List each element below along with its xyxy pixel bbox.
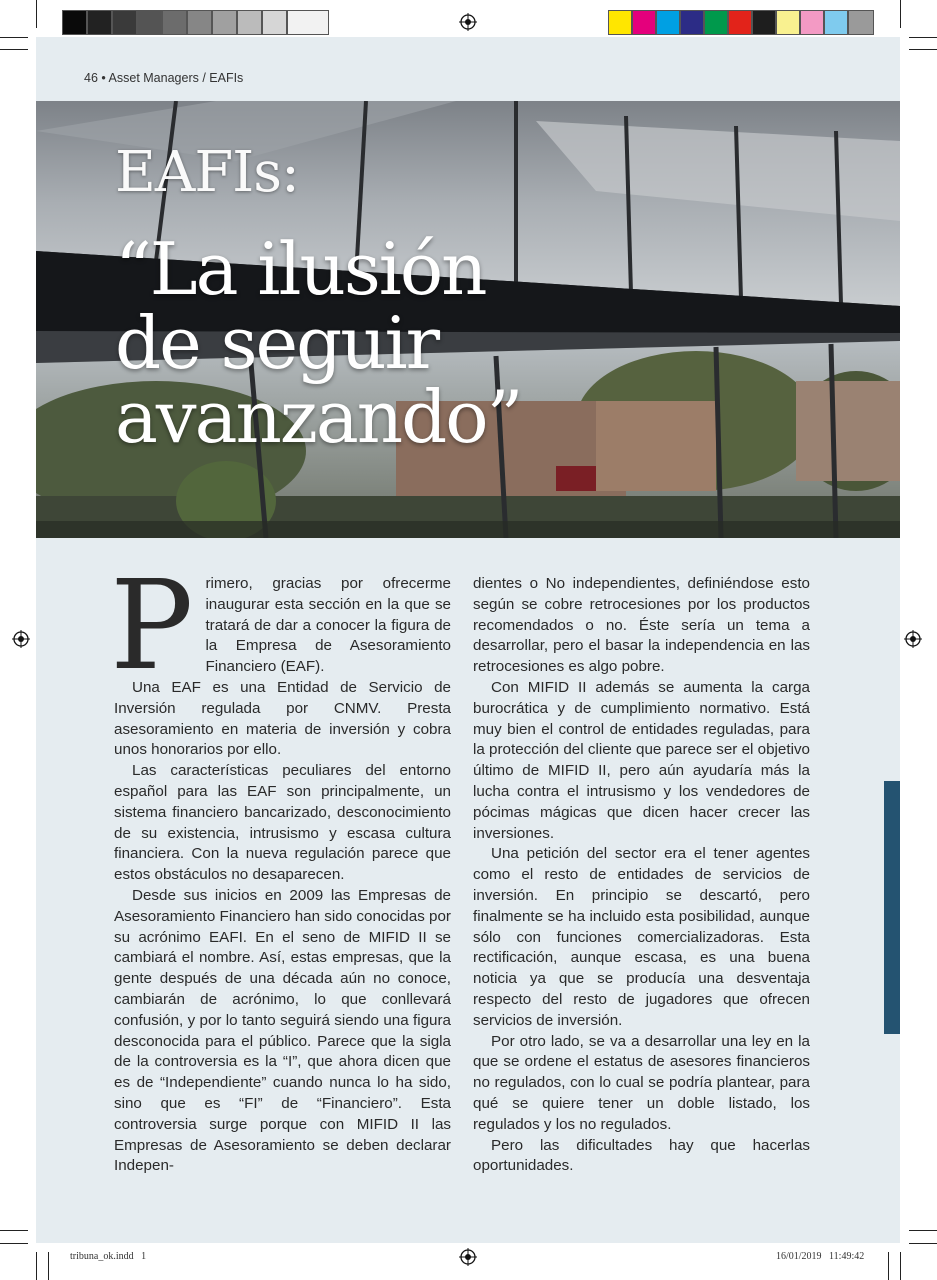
drop-cap: P <box>110 554 194 698</box>
color-swatch <box>728 10 752 35</box>
crop-mark <box>909 1243 937 1244</box>
registration-mark-icon <box>904 630 922 648</box>
color-swatch <box>656 10 680 35</box>
gray-swatch <box>187 10 212 35</box>
paragraph: Las características peculiares del entorno español para las EAF son principalmente, un sistema financiero bancarizado, desconocimiento de su existencia, intrusismo y escasa cultura financiera. Con la nueva regulación parece que estos obstáculos no desaparecen. <box>114 762 451 884</box>
gray-swatch <box>212 10 237 35</box>
headline-line: “La ilusión <box>115 227 486 311</box>
paragraph: dientes o No independientes, definiéndose esto según se cobre retrocesiones por los productos recomendados o no. Éste sería un tema a desarrollar, pero el basar la independencia en las retrocesiones es algo pobre. <box>473 575 810 676</box>
paragraph: Pero las dificultades hay que hacerlas oportunidades. <box>473 1136 810 1175</box>
gray-swatch <box>262 10 287 35</box>
gray-swatch <box>112 10 137 35</box>
crop-mark <box>909 49 937 50</box>
crop-mark <box>0 37 28 38</box>
article-kicker: EAFIs: <box>115 140 299 205</box>
registration-mark-icon <box>12 630 30 648</box>
paragraph: Con MIFID II además se aumenta la carga burocrática y de cumplimiento normativo. Está muy bien el control de entidades reguladas, para la protección del cliente que parece ser el objetivo último de MIFID II, pero aún ayudaría más la lucha contra el intrusismo y los vendedores de pócimas mágicas que dicen hacer crecer las inversiones. <box>473 678 810 842</box>
crop-mark <box>36 0 37 28</box>
article-headline <box>115 227 522 459</box>
color-swatch <box>776 10 800 35</box>
crop-mark <box>48 1252 49 1280</box>
crop-mark <box>909 1230 937 1231</box>
gray-swatch <box>162 10 187 35</box>
gray-swatch <box>62 10 87 35</box>
paragraph: Una EAF es una Entidad de Servicio de Inversión regulada por CNMV. Presta asesoramiento en materia de inversión y cobra unos honorarios por ello. <box>114 678 451 759</box>
paragraph: Por otro lado, se va a desarrollar una ley en la que se ordene el estatus de asesores financieros no regulados, con lo cual se podría plantear, para qué se quiere tener un doble listado, los regulados y los no regulados. <box>473 1032 810 1133</box>
crop-mark <box>0 1243 28 1244</box>
article-column-left <box>110 554 451 1177</box>
paragraph: Desde sus inicios en 2009 las Empresas de Asesoramiento Financiero han sido conocidas por su acrónimo EAFI. En el seno de MIFID II se cambiará el nombre. Así, estas empresas, que la gente después de una década aún no conoce, cambiarán de acrónimo, lo que conllevará confusión, y por lo tanto seguirá siendo una figura desconocida para el público. Parece que la sigla de la controversia es la “I”, que ahora dicen que es de “Independiente” cuando nunca lo ha sido, sino que es “FI” de “Financiero”. Esta controversia surge porque con MIFID II las Empresas de Asesoramiento se deben declarar Indepen- <box>114 886 451 1175</box>
section-side-tab <box>884 781 900 1034</box>
gray-swatch <box>287 10 329 35</box>
crop-mark <box>888 1252 889 1280</box>
footer-filename: tribuna_ok.indd 1 <box>70 1251 147 1262</box>
paragraph: Una petición del sector era el tener agentes como el resto de entidades de servicios de inversión. En principio se descartó, pero finalmente se ha incluido esta posibilidad, aunque sólo con funciones comercializadoras. Esta rectificación, aunque escasa, es una buena noticia ya que se producía una desventaja respecto del resto de jugadores que ofrecen servicios de inversión. <box>473 845 810 1029</box>
footer-timestamp: 16/01/2019 11:49:42 <box>776 1251 865 1262</box>
crop-mark <box>36 1252 37 1280</box>
color-swatch <box>800 10 824 35</box>
color-swatch <box>824 10 848 35</box>
crop-mark <box>0 49 28 50</box>
crop-mark <box>909 37 937 38</box>
paragraph: rimero, gracias por ofrecerme inaugurar esta sección en la que se tratará de dar a conocer la figura de la Empresa de Asesoramiento Financiero (EAF). <box>205 575 451 676</box>
crop-mark <box>900 1252 901 1280</box>
headline-line: de seguir <box>115 301 439 385</box>
gray-swatch <box>137 10 162 35</box>
registration-mark-icon <box>459 13 477 31</box>
gray-swatch <box>237 10 262 35</box>
crop-mark <box>0 1230 28 1231</box>
color-swatch <box>680 10 704 35</box>
article-column-right <box>473 574 810 1177</box>
color-swatch <box>608 10 632 35</box>
color-swatch <box>848 10 874 35</box>
running-head: 46 • Asset Managers / EAFIs <box>84 71 244 85</box>
registration-mark-icon <box>459 1248 477 1266</box>
gray-swatch <box>87 10 112 35</box>
color-swatch <box>704 10 728 35</box>
crop-mark <box>900 0 901 28</box>
headline-line: avanzando” <box>115 375 522 459</box>
color-swatch <box>752 10 776 35</box>
color-swatch <box>632 10 656 35</box>
